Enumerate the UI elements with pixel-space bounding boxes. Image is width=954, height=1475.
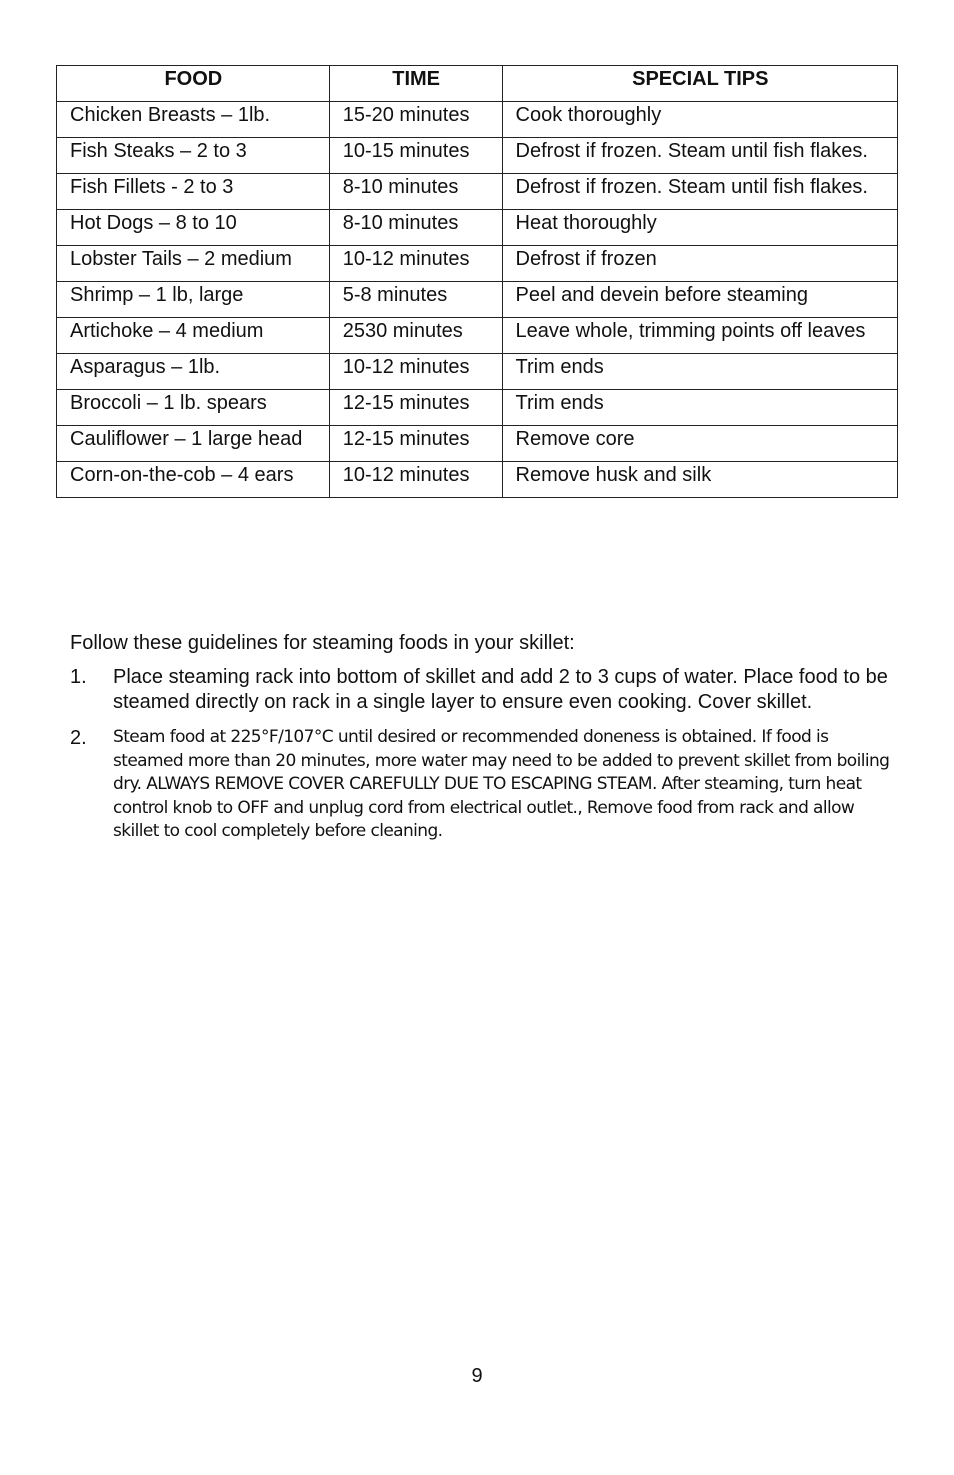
food-cell: Broccoli – 1 lb. spears (57, 390, 330, 426)
time-cell: 10-12 minutes (329, 246, 502, 282)
tip-cell: Remove husk and silk (502, 462, 897, 498)
time-cell: 15-20 minutes (329, 102, 502, 138)
table-row (57, 210, 898, 246)
step-item (70, 665, 890, 714)
table-row (57, 426, 898, 462)
tip-cell: Trim ends (502, 354, 897, 390)
table-row (57, 354, 898, 390)
tip-cell: Defrost if frozen. Steam until fish flakes. (502, 138, 897, 174)
time-cell: 8-10 minutes (329, 174, 502, 210)
tip-cell: Defrost if frozen. Steam until fish flakes. (502, 174, 897, 210)
table-row (57, 318, 898, 354)
step-item (70, 726, 890, 844)
step-text: Place steaming rack into bottom of skillet and add 2 to 3 cups of water. Place food to be steamed directly on rack in a single layer to ensure even cooking. Cover skillet. (113, 666, 888, 713)
table-row (57, 138, 898, 174)
time-cell: 5-8 minutes (329, 282, 502, 318)
table-header-row (57, 66, 898, 102)
header-food: FOOD (57, 66, 330, 102)
time-cell: 8-10 minutes (329, 210, 502, 246)
tip-cell: Peel and devein before steaming (502, 282, 897, 318)
step-text: Steam food at 225°F/107°C until desired or recommended doneness is obtained. If food is steamed more than 20 minutes, more water may need to be added to prevent skillet from boiling dry. ALWAYS REMOVE COVER CAREFULLY DUE TO ESCAPING STEAM. After steaming, turn heat control knob to OFF and unplug cord from electrical outlet., Remove food from rack and allow skillet to cool completely before cleaning. (113, 727, 890, 841)
table-row (57, 174, 898, 210)
food-cell: Hot Dogs – 8 to 10 (57, 210, 330, 246)
time-cell: 12-15 minutes (329, 426, 502, 462)
food-cell: Chicken Breasts – 1lb. (57, 102, 330, 138)
food-cell: Lobster Tails – 2 medium (57, 246, 330, 282)
tip-cell: Remove core (502, 426, 897, 462)
header-time: TIME (329, 66, 502, 102)
time-cell: 10-12 minutes (329, 354, 502, 390)
page-number: 9 (471, 1365, 483, 1387)
table-row (57, 390, 898, 426)
food-cell: Asparagus – 1lb. (57, 354, 330, 390)
food-cell: Artichoke – 4 medium (57, 318, 330, 354)
step-number: 2. (70, 727, 87, 749)
steaming-table (56, 65, 898, 498)
tip-cell: Cook thoroughly (502, 102, 897, 138)
tip-cell: Leave whole, trimming points off leaves (502, 318, 897, 354)
table-row (57, 282, 898, 318)
time-cell: 10-12 minutes (329, 462, 502, 498)
time-cell: 2530 minutes (329, 318, 502, 354)
time-cell: 12-15 minutes (329, 390, 502, 426)
food-cell: Corn-on-the-cob – 4 ears (57, 462, 330, 498)
tip-cell: Defrost if frozen (502, 246, 897, 282)
table-row (57, 102, 898, 138)
steaming-steps (70, 665, 890, 844)
food-cell: Cauliflower – 1 large head (57, 426, 330, 462)
food-cell: Fish Steaks – 2 to 3 (57, 138, 330, 174)
time-cell: 10-15 minutes (329, 138, 502, 174)
guidelines-intro: Follow these guidelines for steaming foods in your skillet: (70, 632, 575, 654)
food-cell: Shrimp – 1 lb, large (57, 282, 330, 318)
table-row (57, 462, 898, 498)
food-cell: Fish Fillets - 2 to 3 (57, 174, 330, 210)
tip-cell: Heat thoroughly (502, 210, 897, 246)
step-number: 1. (70, 666, 87, 688)
table-row (57, 246, 898, 282)
tip-cell: Trim ends (502, 390, 897, 426)
header-special-tips: SPECIAL TIPS (502, 66, 897, 102)
